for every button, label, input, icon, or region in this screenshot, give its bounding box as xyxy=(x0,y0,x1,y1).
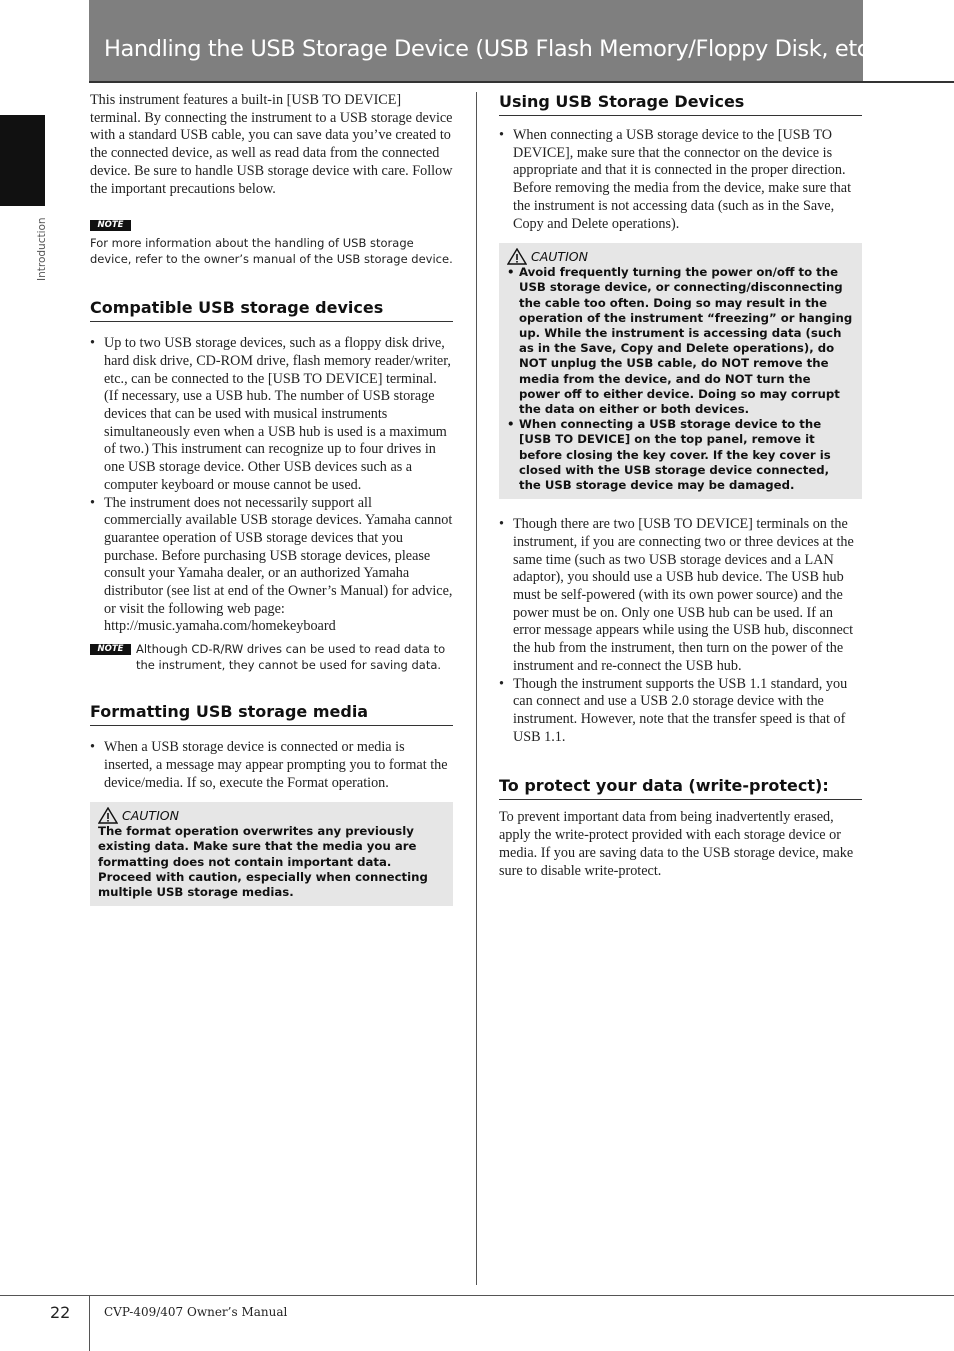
warning-triangle-icon xyxy=(98,807,118,824)
compatible-list xyxy=(90,335,453,636)
header-rule xyxy=(89,81,954,83)
caution-label: CAUTION xyxy=(531,248,588,264)
caution-item: • Avoid frequently turning the power on/off to the USB storage device, or connecting/disconnecting the cable too often. Doing so may result in the operation of the instrument “freezing” or hanging up. While the instrument is accessing data (such as in the Save, Copy and Delete operations), do NOT unplug the USB cable, do NOT remove the media from the device, and do NOT turn the power off to either device. Doing so may corrupt the data on either or both devices. xyxy=(507,265,854,417)
using-list-top xyxy=(499,127,862,233)
caution-text: The format operation overwrites any previously existing data. Make sure that the media you are formatting does not contain important data. Proceed with caution, especially when connecting multiple USB storage medias. xyxy=(98,824,428,900)
caution-box-using xyxy=(499,243,862,499)
page-title: Handling the USB Storage Device (USB Flash Memory/Floppy Disk, etc) xyxy=(104,36,878,62)
warning-triangle-icon xyxy=(507,248,527,265)
formatting-list xyxy=(90,739,453,792)
list-item: • The instrument does not necessarily support all commercially available USB storage devices. Yamaha cannot guarantee operation of USB storage devices that you purchase. Before purchasing USB storage devices, please consult your Yamaha dealer, or an authorized Yamaha distributor (see list at end of the Owner’s Manual) for advice, or visit the following web page: http://music.yamaha.com/homekeyboard xyxy=(90,495,453,637)
heading-using: Using USB Storage Devices xyxy=(499,92,862,116)
footer-rule xyxy=(0,1295,954,1296)
heading-protect: To protect your data (write-protect): xyxy=(499,776,862,800)
note-block xyxy=(90,216,453,267)
heading-formatting: Formatting USB storage media xyxy=(90,702,453,726)
caution-item: • When connecting a USB storage device to the [USB TO DEVICE] on the top panel, remove it before closing the key cover. If the key cover is closed with the USB storage device connected, the USB storage device may be damaged. xyxy=(507,417,854,493)
protect-paragraph: To prevent important data from being inadvertently erased, apply the write-protect provided with each storage device or media. If you are saving data to the USB storage device, make sure to disable write-protect. xyxy=(499,809,854,879)
list-item: • Though the instrument supports the USB 1.1 standard, you can connect and use a USB 2.0 storage device with the instrument. However, note that the transfer speed is that of USB 1.1. xyxy=(499,676,862,747)
note-text: For more information about the handling of USB storage device, refer to the owner’s manual of the USB storage device. xyxy=(90,236,453,266)
list-item: • Up to two USB storage devices, such as a floppy disk drive, hard disk drive, CD-ROM drive, flash memory reader/writer, etc., can be connected to the [USB TO DEVICE] terminal. (If necessary, use a USB hub. The number of USB storage devices that can be used with musical instruments simultaneously even when a USB hub is used is a maximum of two.) This instrument can recognize up to four drives in one USB storage device. Other USB devices such as a computer keyboard or mouse cannot be used. xyxy=(90,335,453,494)
using-list-bottom xyxy=(499,516,862,746)
heading-compatible: Compatible USB storage devices xyxy=(90,298,453,322)
column-divider xyxy=(476,92,477,1285)
note-text: Although CD-R/RW drives can be used to read data to the instrument, they cannot be used for saving data. xyxy=(136,642,446,672)
list-item: • When connecting a USB storage device to the [USB TO DEVICE], make sure that the connector on the device is appropriate and that it is connected in the proper direction. Before removing the media from the device, make sure that the instrument is not accessing data (such as in the Save, Copy and Delete operations). xyxy=(499,127,862,233)
caution-list xyxy=(507,265,854,493)
list-item: • Though there are two [USB TO DEVICE] terminals on the instrument, if you are connecting two or three devices at the same time (such as two USB storage devices and a LAN adaptor), you should use a USB hub device. The USB hub must be self-powered (with its own power source) and the power must be on. Only one USB hub can be used. If an error message appears while using the USB hub, disconnect the hub from the instrument, then turn on the power of the instrument and re-connect the USB hub. xyxy=(499,516,862,675)
manual-title: CVP-409/407 Owner’s Manual xyxy=(104,1305,288,1319)
footer-divider xyxy=(89,1295,90,1351)
left-column xyxy=(90,92,453,906)
note-block-cdrw xyxy=(90,642,453,673)
note-icon: NOTE xyxy=(90,644,131,655)
caution-box-format xyxy=(90,802,453,906)
list-item: • When a USB storage device is connected or media is inserted, a message may appear prompting you to format the device/media. If so, execute the Format operation. xyxy=(90,739,453,792)
caution-header xyxy=(507,248,854,265)
caution-label: CAUTION xyxy=(122,807,179,823)
page-number: 22 xyxy=(50,1303,71,1322)
note-icon: NOTE xyxy=(90,220,131,231)
side-tab-label: Introduction xyxy=(36,217,48,281)
side-tab xyxy=(0,115,45,206)
right-column xyxy=(499,92,862,880)
caution-header xyxy=(98,807,445,824)
intro-paragraph: This instrument features a built-in [USB TO DEVICE] terminal. By connecting the instrument to a USB storage device with a standard USB cable, you can save data you’ve created to the connected device, as well as read data from the connected device. Be sure to handle USB storage device with care. Follow the important precautions below. xyxy=(90,92,453,197)
